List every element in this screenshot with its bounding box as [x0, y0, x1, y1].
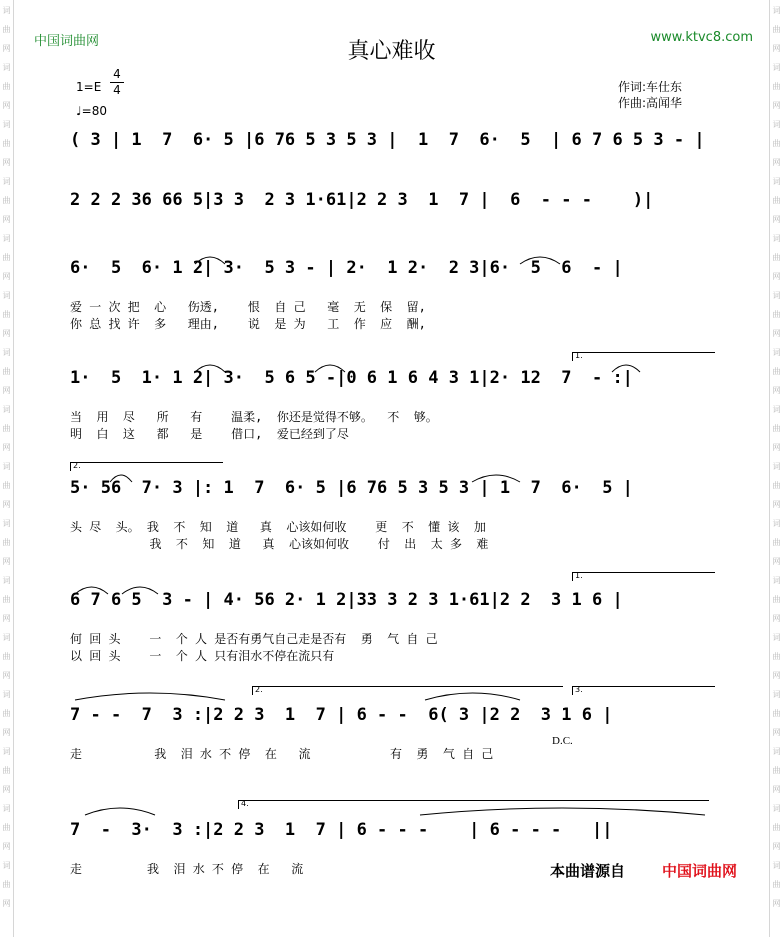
watermark-char: 词	[772, 747, 781, 756]
watermark-char: 网	[772, 728, 781, 737]
watermark-char: 曲	[2, 82, 11, 91]
watermark-char: 曲	[772, 481, 781, 490]
volta-label: 2.	[73, 461, 81, 470]
watermark-char: 网	[2, 614, 11, 623]
slur-arc	[75, 693, 225, 700]
watermark-char: 词	[772, 177, 781, 186]
watermark-char: 曲	[772, 367, 781, 376]
notes-line: 2 2 2 36 66 5|3 3 2 3 1·61|2 2 3 1 7 | 6 - - - )|	[70, 190, 654, 210]
slur-arc	[85, 808, 155, 815]
watermark-char: 曲	[2, 823, 11, 832]
watermark-char: 网	[2, 842, 11, 851]
notes-line: 7 - - 7 3 :|2 2 3 1 7 | 6 - - 6( 3 |2 2 3 1 6 |	[70, 705, 613, 725]
watermark-char: 曲	[2, 709, 11, 718]
lyric-line-2: 以 回 头 一 个 人 只有泪水不停在流只有	[70, 649, 335, 663]
watermark-char: 词	[2, 63, 11, 72]
watermark-char: 网	[2, 785, 11, 794]
slur-arc	[75, 587, 108, 594]
watermark-char: 曲	[2, 424, 11, 433]
watermark-char: 网	[2, 158, 11, 167]
watermark-char: 网	[2, 899, 11, 908]
notes-line: 1· 5 1· 1 2| 3· 5 6 5 -|0 6 1 6 4 3 1|2· 12 7 - :|	[70, 368, 633, 388]
key-signature: 1=E	[76, 80, 102, 94]
volta-label: 3.	[575, 685, 583, 694]
time-sig-bottom: 4	[113, 83, 121, 97]
watermark-char: 网	[2, 728, 11, 737]
lyric-line-2: 明 白 这 都 是 借口, 爱已经到了尽	[70, 427, 349, 441]
watermark-char: 词	[772, 405, 781, 414]
notes-line: ( 3 | 1 7 6· 5 |6 76 5 3 5 3 | 1 7 6· 5 | 6 7 6 5 3 - |	[70, 130, 705, 150]
watermark-char: 网	[2, 500, 11, 509]
watermark-char: 词	[2, 291, 11, 300]
watermark-char: 曲	[772, 823, 781, 832]
watermark-char: 词	[2, 462, 11, 471]
watermark-char: 词	[2, 405, 11, 414]
notes-line: 6 7 6 5 3 - | 4· 56 2· 1 2|33 3 2 3 1·61|2 2 3 1 6 |	[70, 590, 623, 610]
watermark-char: 词	[772, 6, 781, 15]
watermark-char: 曲	[2, 310, 11, 319]
slur-arc	[420, 808, 705, 815]
lyric-line-2: 我 不 知 道 真 心该如何收 付 出 太 多 难	[70, 537, 489, 551]
watermark-char: 网	[772, 785, 781, 794]
watermark-char: 词	[2, 348, 11, 357]
watermark-char: 词	[2, 690, 11, 699]
watermark-char: 词	[772, 462, 781, 471]
watermark-char: 网	[772, 671, 781, 680]
watermark-char: 曲	[772, 310, 781, 319]
lyric-line-1: 何 回 头 一 个 人 是否有勇气自己走是否有 勇 气 自 己	[70, 632, 438, 646]
quarter-note-icon: ♩	[76, 104, 82, 118]
watermark-char: 网	[772, 557, 781, 566]
watermark-char: 网	[772, 101, 781, 110]
watermark-char: 网	[772, 272, 781, 281]
watermark-char: 曲	[772, 652, 781, 661]
watermark-char: 网	[772, 443, 781, 452]
footer-site-name[interactable]: 中国词曲网	[662, 862, 738, 880]
volta-label: 1.	[575, 351, 583, 360]
watermark-char: 曲	[772, 196, 781, 205]
watermark-char: 网	[2, 557, 11, 566]
footer-source-label: 本曲谱源自	[550, 862, 626, 880]
watermark-char: 网	[2, 44, 11, 53]
watermark-char: 词	[772, 633, 781, 642]
watermark-char: 曲	[772, 766, 781, 775]
watermark-char: 词	[772, 120, 781, 129]
watermark-char: 网	[2, 671, 11, 680]
slur-arc	[315, 365, 345, 372]
lyricist-credit: 作词:车仕东	[618, 80, 683, 94]
watermark-char: 曲	[2, 25, 11, 34]
watermark-char: 词	[772, 690, 781, 699]
slur-arc	[195, 365, 225, 372]
watermark-char: 网	[2, 386, 11, 395]
watermark-char: 网	[772, 614, 781, 623]
lyric-line-1: 爱 一 次 把 心 伤透, 恨 自 己 毫 无 保 留,	[70, 300, 426, 314]
watermark-char: 网	[2, 329, 11, 338]
watermark-char: 曲	[2, 253, 11, 262]
watermark-char: 曲	[2, 595, 11, 604]
site-url-right[interactable]: www.ktvc8.com	[650, 30, 753, 45]
watermark-char: 曲	[772, 82, 781, 91]
watermark-char: 词	[2, 861, 11, 870]
watermark-char: 曲	[772, 709, 781, 718]
watermark-char: 词	[2, 804, 11, 813]
watermark-char: 网	[772, 329, 781, 338]
watermark-char: 曲	[772, 25, 781, 34]
watermark-char: 词	[2, 519, 11, 528]
watermark-char: 词	[772, 234, 781, 243]
watermark-char: 曲	[772, 424, 781, 433]
watermark-char: 词	[2, 576, 11, 585]
watermark-char: 词	[772, 861, 781, 870]
watermark-char: 词	[2, 120, 11, 129]
site-name-left: 中国词曲网	[34, 34, 100, 49]
slur-arc	[612, 365, 640, 372]
watermark-char: 曲	[2, 367, 11, 376]
notes-line: 6· 5 6· 1 2| 3· 5 3 - | 2· 1 2· 2 3|6· 5 6 - |	[70, 258, 623, 278]
slur-arc	[122, 587, 158, 594]
watermark-char: 词	[2, 234, 11, 243]
lyric-line-1: 走 我 泪 水 不 停 在 流	[70, 862, 304, 876]
composer-credit: 作曲:高闻华	[618, 96, 683, 110]
watermark-char: 网	[772, 386, 781, 395]
watermark-char: 曲	[772, 139, 781, 148]
watermark-char: 词	[2, 177, 11, 186]
watermark-char: 网	[772, 500, 781, 509]
time-sig-top: 4	[113, 67, 121, 81]
watermark-char: 曲	[2, 481, 11, 490]
watermark-char: 网	[772, 842, 781, 851]
watermark-char: 词	[772, 291, 781, 300]
watermark-char: 词	[772, 348, 781, 357]
watermark-char: 曲	[2, 652, 11, 661]
volta-label: 1.	[575, 571, 583, 580]
slur-arc	[472, 475, 520, 482]
watermark-char: 词	[2, 747, 11, 756]
slur-arc	[520, 257, 560, 264]
watermark-char: 网	[2, 272, 11, 281]
watermark-char: 曲	[2, 538, 11, 547]
song-title: 真心难收	[347, 39, 436, 64]
watermark-char: 网	[772, 899, 781, 908]
watermark-char: 词	[772, 576, 781, 585]
notes-line: 7 - 3· 3 :|2 2 3 1 7 | 6 - - - | 6 - - - ||	[70, 820, 613, 840]
dc-marking: D.C.	[552, 735, 573, 747]
watermark-char: 词	[772, 519, 781, 528]
lyric-line-1: 头 尽 头。 我 不 知 道 真 心该如何收 更 不 懂 该 加	[70, 520, 486, 534]
slur-arc	[195, 257, 225, 264]
watermark-char: 网	[772, 44, 781, 53]
watermark-char: 网	[772, 158, 781, 167]
volta-label: 4.	[241, 799, 249, 808]
watermark-char: 词	[772, 804, 781, 813]
tempo-value: =80	[81, 104, 107, 118]
watermark-char: 网	[2, 443, 11, 452]
slur-arc	[425, 693, 520, 700]
volta-label: 2.	[255, 685, 263, 694]
watermark-char: 曲	[772, 595, 781, 604]
lyric-line-1: 当 用 尽 所 有 温柔, 你还是觉得不够。 不 够。	[70, 410, 438, 424]
watermark-char: 曲	[772, 253, 781, 262]
watermark-char: 词	[2, 633, 11, 642]
watermark-char: 词	[772, 63, 781, 72]
watermark-char: 词	[2, 6, 11, 15]
lyric-line-2: 你 总 找 许 多 理由, 说 是 为 工 作 应 酬,	[70, 317, 426, 331]
watermark-char: 网	[772, 215, 781, 224]
watermark-char: 曲	[2, 880, 11, 889]
watermark-char: 曲	[772, 538, 781, 547]
watermark-char: 网	[2, 215, 11, 224]
watermark-char: 网	[2, 101, 11, 110]
notes-line: 5· 56 7· 3 |: 1 7 6· 5 |6 76 5 3 5 3 | 1 7 6· 5 |	[70, 478, 633, 498]
watermark-char: 曲	[772, 880, 781, 889]
watermark-char: 曲	[2, 139, 11, 148]
watermark-char: 曲	[2, 766, 11, 775]
slur-arc	[110, 475, 132, 482]
watermark-char: 曲	[2, 196, 11, 205]
lyric-line-1: 走 我 泪 水 不 停 在 流 有 勇 气 自 己	[70, 747, 494, 761]
